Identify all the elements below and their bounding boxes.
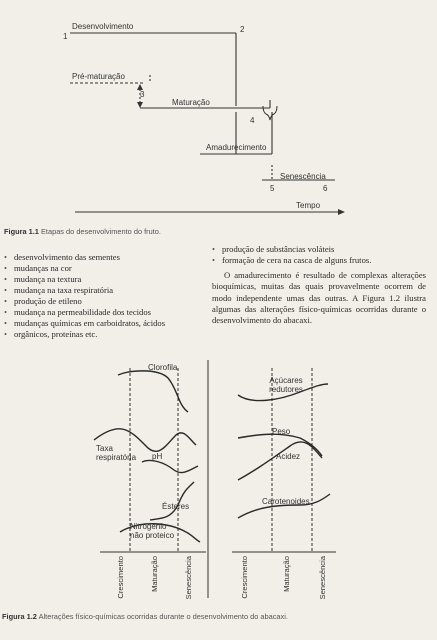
curve-label-clorofila: Clorofila: [148, 363, 178, 372]
curve-label-carotenoides: Carotenoides: [262, 497, 310, 506]
stage-number-6: 6: [323, 184, 328, 193]
phase-label-crescimento-right: Crescimento: [240, 556, 249, 599]
phase-label-maturacao-right: Maturação: [282, 556, 291, 592]
list-item: • produção de etileno: [4, 296, 204, 307]
body-paragraph: O amadurecimento é resultado de complexas alterações bioquímicas, muitas das quais provavelmente ocorrem de modo independente umas das outras. A Figura 1.2 ilustra algumas das alterações físico-químicas ocorridas durante o desenvolvimento do abacaxi.: [212, 270, 426, 326]
stage-maturacao: Maturação: [172, 98, 210, 107]
curve-label-peso: Peso: [272, 427, 291, 436]
phase-label-senescencia-left: Senescência: [184, 556, 193, 600]
curve-label-acidez: Acidez: [276, 452, 301, 461]
list-item: • formação de cera na casca de alguns frutos.: [212, 255, 430, 266]
figure-1-2-caption: [2, 612, 288, 621]
stage-desenvolvimento: Desenvolvimento: [72, 22, 134, 31]
curve-label-esteres: Ésteres: [162, 502, 190, 511]
stage-amadurecimento: Amadurecimento: [206, 143, 267, 152]
stage-senescencia: Senescência: [280, 172, 326, 181]
stage-pre-maturacao: Pré-maturação: [72, 72, 125, 81]
figure-1-1-caption-label: Figura 1.1: [4, 227, 39, 236]
time-axis-label: Tempo: [296, 201, 321, 210]
stage-number-4: 4: [250, 116, 255, 125]
figure-1-1-caption-text: Etapas do desenvolvimento do fruto.: [40, 227, 161, 236]
curve-label-nitrogenio: Nitrogênio não proteico: [130, 522, 175, 540]
list-item: • mudanças químicas em carboidratos, ácidos: [4, 318, 204, 329]
phase-label-maturacao-left: Maturação: [150, 556, 159, 592]
stage-number-2: 2: [240, 25, 245, 34]
phase-label-crescimento-left: Crescimento: [116, 556, 125, 599]
figure-1-2-caption-label: Figura 1.2: [2, 612, 37, 621]
list-item: • produção de substâncias voláteis: [212, 244, 430, 255]
stage-number-1: 1: [63, 32, 68, 41]
list-item: • desenvolvimento das sementes: [4, 252, 204, 263]
phase-label-senescencia-right: Senescência: [318, 556, 327, 600]
curve-label-ph: pH: [152, 452, 163, 461]
list-item: • mudança na textura: [4, 274, 204, 285]
list-item: • mudança na permeabilidade dos tecidos: [4, 307, 204, 318]
stage-number-5: 5: [270, 184, 275, 193]
list-item: • mudança na taxa respiratória: [4, 285, 204, 296]
list-item: • mudanças na cor: [4, 263, 204, 274]
curve-label-acucares: Açúcares redutores: [269, 376, 303, 394]
list-item-continued: • orgânicos, proteínas etc.: [4, 329, 204, 340]
stage-number-3: 3: [140, 90, 145, 99]
figure-1-2-caption-text: Alterações físico-químicas ocorridas durante o desenvolvimento do abacaxi.: [38, 612, 288, 621]
curve-label-taxa-respiratoria: Taxa respiratória: [96, 444, 137, 462]
